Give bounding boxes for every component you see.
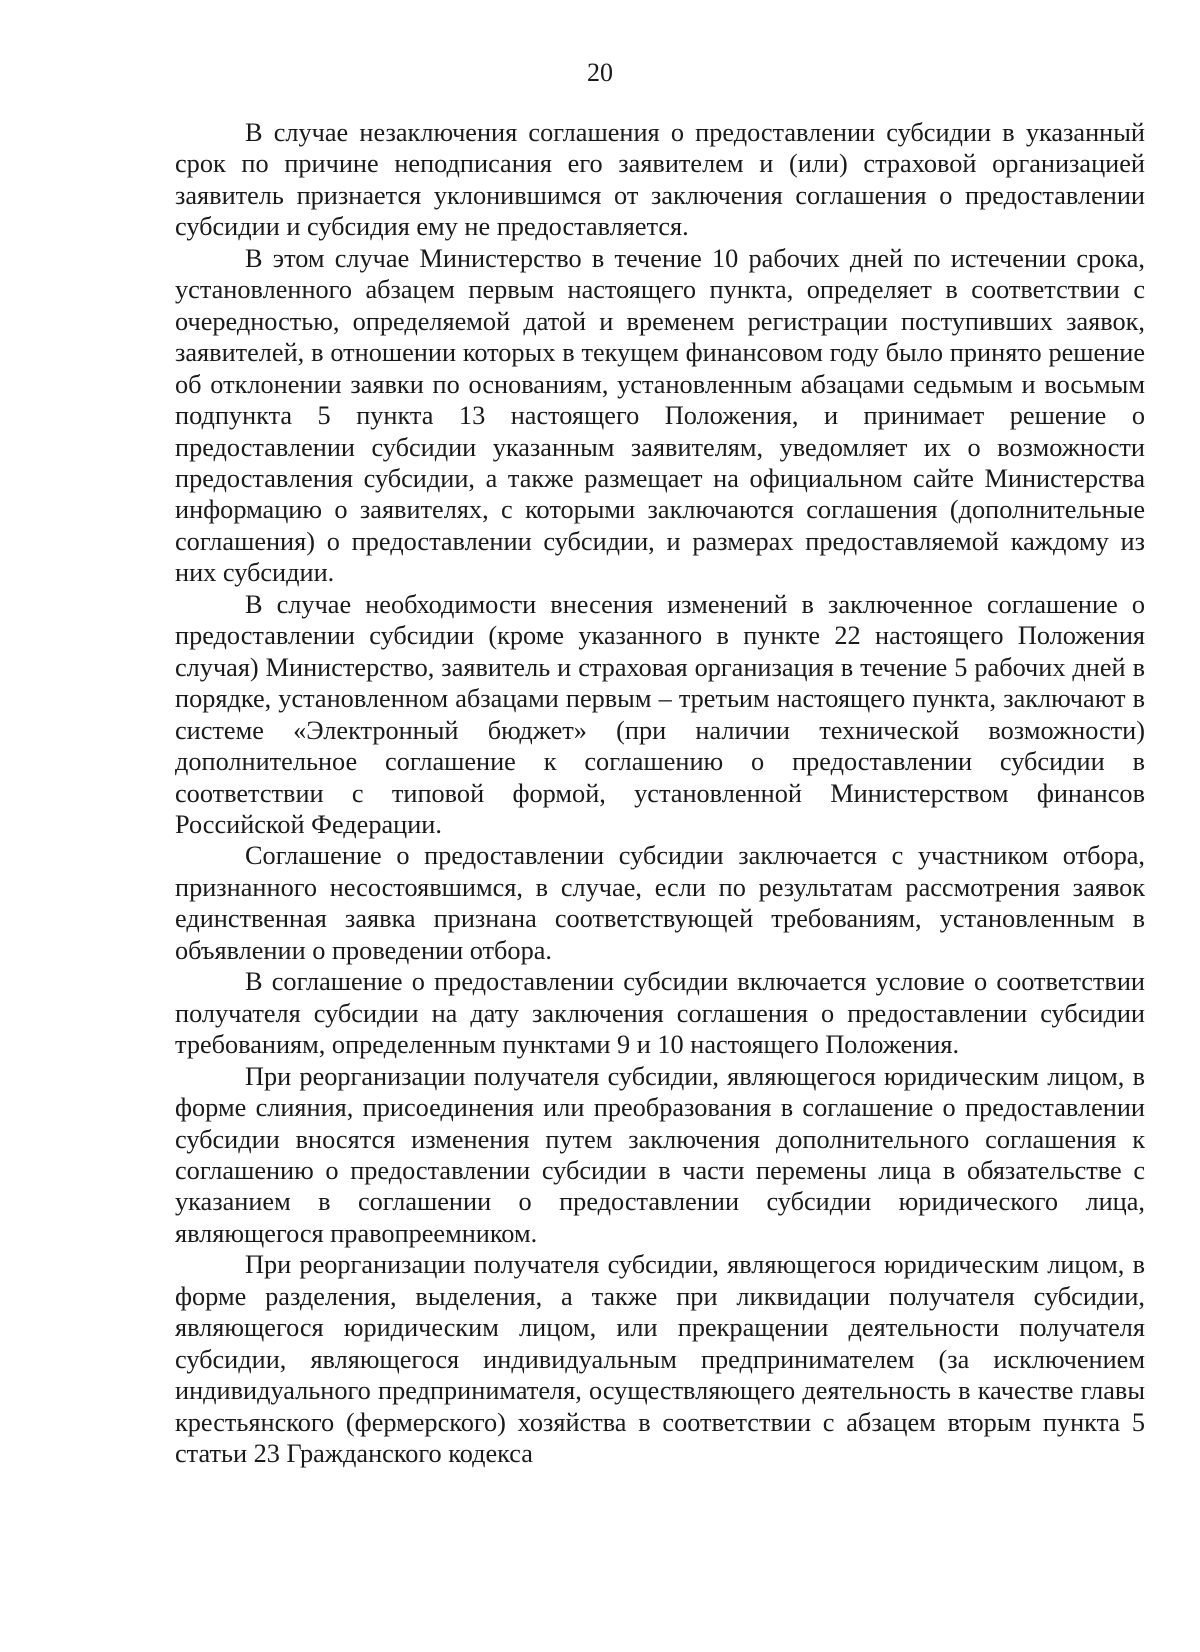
document-body	[175, 117, 1145, 1469]
paragraph: При реорганизации получателя субсидии, являющегося юридическим лицом, в форме разделения, выделения, а также при ликвидации получателя субсидии, являющегося юридическим лицом, или прекращении деятельности получателя субсидии, являющегося индивидуальным предпринимателем (за исключением индивидуального предпринимателя, осуществляющего деятельность в качестве главы крестьянского (фермерского) хозяйства в соответствии с абзацем вторым пункта 5 статьи 23 Гражданского кодекса	[175, 1250, 1145, 1469]
page-number: 20	[587, 58, 613, 87]
paragraph: В соглашение о предоставлении субсидии включается условие о соответствии получателя субсидии на дату заключения соглашения о предоставлении субсидии требованиям, определенным пунктами 9 и 10 настоящего Положения.	[175, 967, 1145, 1060]
paragraph: В случае незаключения соглашения о предоставлении субсидии в указанный срок по причине неподписания его заявителем и (или) страховой организацией заявитель признается уклонившимся от заключения соглашения о предоставлении субсидии и субсидия ему не предоставляется.	[175, 118, 1145, 242]
paragraph: В этом случае Министерство в течение 10 рабочих дней по истечении срока, установленного абзацем первым настоящего пункта, определяет в соответствии с очередностью, определяемой датой и временем регистрации поступивших заявок, заявителей, в отношении которых в текущем финансовом году было принято решение об отклонении заявки по основаниям, установленным абзацами седьмым и восьмым подпункта 5 пункта 13 настоящего Положения, и принимает решение о предоставлении субсидии указанным заявителям, уведомляет их о возможности предоставления субсидии, а также размещает на официальном сайте Министерства информацию о заявителях, с которыми заключаются соглашения (дополнительные соглашения) о предоставлении субсидии, и размерах предоставляемой каждому из них субсидии.	[175, 243, 1145, 588]
paragraph: В случае необходимости внесения изменений в заключенное соглашение о предоставлении субсидии (кроме указанного в пункте 22 настоящего Положения случая) Министерство, заявитель и страховая организация в течение 5 рабочих дней в порядке, установленном абзацами первым – третьим настоящего пункта, заключают в системе «Электронный бюджет» (при наличии технической возможности) дополнительное соглашение к соглашению о предоставлении субсидии в соответствии с типовой формой, установленной Министерством финансов Российской Федерации.	[175, 589, 1145, 839]
paragraph: При реорганизации получателя субсидии, являющегося юридическим лицом, в форме слияния, присоединения или преобразования в соглашение о предоставлении субсидии вносятся изменения путем заключения дополнительного соглашения к соглашению о предоставлении субсидии в части перемены лица в обязательстве с указанием в соглашении о предоставлении субсидии юридического лица, являющегося правопреемником.	[175, 1061, 1145, 1248]
paragraph: Соглашение о предоставлении субсидии заключается с участником отбора, признанного несостоявшимся, в случае, если по результатам рассмотрения заявок единственная заявка признана соответствующей требованиям, установленным в объявлении о проведении отбора.	[175, 841, 1145, 965]
